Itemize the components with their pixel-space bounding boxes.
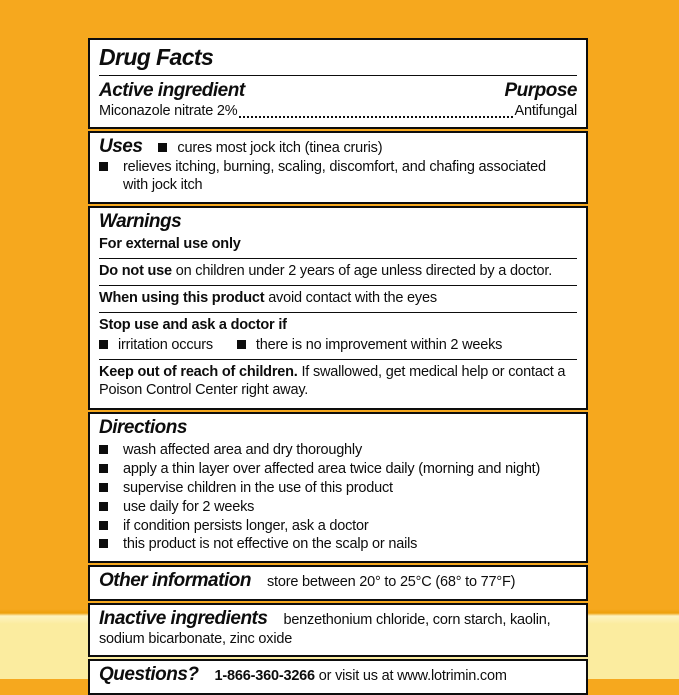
other-information-heading: Other information <box>99 570 251 592</box>
uses-bullet-text: relieves itching, burning, scaling, discomfort, and chafing associated with jock itch <box>123 159 546 194</box>
purpose-heading: Purpose <box>504 79 577 101</box>
section-inactive-ingredients <box>88 603 588 657</box>
directions-bullet-text: supervise children in the use of this product <box>123 479 393 496</box>
uses-bullet-text: cures most jock itch (tinea cruris) <box>177 139 383 156</box>
section-questions <box>88 659 588 695</box>
do-not-use-bold: Do not use <box>99 263 172 280</box>
directions-bullet <box>99 480 577 498</box>
drug-facts-title: Drug Facts <box>99 44 214 70</box>
keep-out-bold: Keep out of reach of children. <box>99 363 298 380</box>
directions-bullet-text: if condition persists longer, ask a doctor <box>123 517 369 534</box>
bullet-square-icon <box>99 502 108 511</box>
directions-bullet-text: apply a thin layer over affected area twice daily (morning and night) <box>123 460 541 477</box>
warnings-heading: Warnings <box>99 211 182 233</box>
inactive-ingredients-heading: Inactive ingredients <box>99 608 268 630</box>
questions-phone: 1-866-360-3266 <box>214 668 315 684</box>
stop-use-bullets-row <box>99 337 577 355</box>
directions-bullet <box>99 461 577 479</box>
bullet-square-icon <box>99 162 108 171</box>
inactive-ingredients-text: benzethonium chloride, corn starch, kaolin, sodium bicarbonate, zinc oxide <box>99 612 551 648</box>
uses-heading-row <box>99 136 577 159</box>
stop-use-bullet-text: irritation occurs <box>118 336 213 353</box>
directions-bullet <box>99 536 577 554</box>
warnings-rule <box>99 359 577 360</box>
keep-out-rest: If swallowed, get medical help or contact a Poison Control Center right away. <box>99 363 566 398</box>
title-rule <box>99 75 577 76</box>
section-warnings <box>88 206 588 410</box>
bullet-square-icon <box>99 521 108 530</box>
section-directions <box>88 412 588 564</box>
stop-use-heading: Stop use and ask a doctor if <box>99 316 287 333</box>
active-ingredient-header-row <box>99 80 577 103</box>
directions-bullet <box>99 518 577 536</box>
dotted-leader <box>239 116 512 118</box>
questions-rest: or visit us at www.lotrimin.com <box>314 668 507 684</box>
section-other-information <box>88 565 588 601</box>
when-using-bold: When using this product <box>99 289 265 306</box>
keep-out-text <box>99 364 577 400</box>
other-information-text: store between 20° to 25°C (68° to 77°F) <box>266 574 516 591</box>
active-ingredient-name: Miconazole nitrate 2% <box>99 102 238 119</box>
active-ingredient-purpose: Antifungal <box>514 102 577 119</box>
external-use-text: For external use only <box>99 236 241 253</box>
do-not-use-text <box>99 263 577 281</box>
directions-bullet <box>99 442 577 460</box>
when-using-rest: avoid contact with the eyes <box>264 289 437 306</box>
bullet-square-icon <box>99 539 108 548</box>
questions-heading: Questions? <box>99 664 199 685</box>
bullet-square-icon <box>237 340 246 349</box>
directions-bullet <box>99 499 577 517</box>
active-ingredient-row <box>99 103 577 121</box>
directions-heading: Directions <box>99 416 187 438</box>
directions-bullet-text: this product is not effective on the scalp or nails <box>123 536 418 553</box>
directions-bullet-text: wash affected area and dry thoroughly <box>123 441 362 458</box>
when-using-text <box>99 290 577 308</box>
do-not-use-rest: on children under 2 years of age unless directed by a doctor. <box>171 263 553 280</box>
stop-use-bullet-text: there is no improvement within 2 weeks <box>255 336 503 353</box>
bullet-square-icon <box>99 340 108 349</box>
bullet-square-icon <box>158 143 167 152</box>
warnings-rule <box>99 312 577 313</box>
directions-bullet-text: use daily for 2 weeks <box>123 498 255 515</box>
bullet-square-icon <box>99 464 108 473</box>
drug-facts-panel <box>88 38 588 695</box>
section-uses <box>88 131 588 205</box>
uses-heading: Uses <box>99 135 143 157</box>
uses-bullet <box>99 159 577 195</box>
bullet-square-icon <box>99 445 108 454</box>
warnings-rule <box>99 285 577 286</box>
section-title-active-ingredient <box>88 38 588 129</box>
bullet-square-icon <box>99 483 108 492</box>
warnings-rule <box>99 258 577 259</box>
active-ingredient-heading: Active ingredient <box>99 79 245 101</box>
